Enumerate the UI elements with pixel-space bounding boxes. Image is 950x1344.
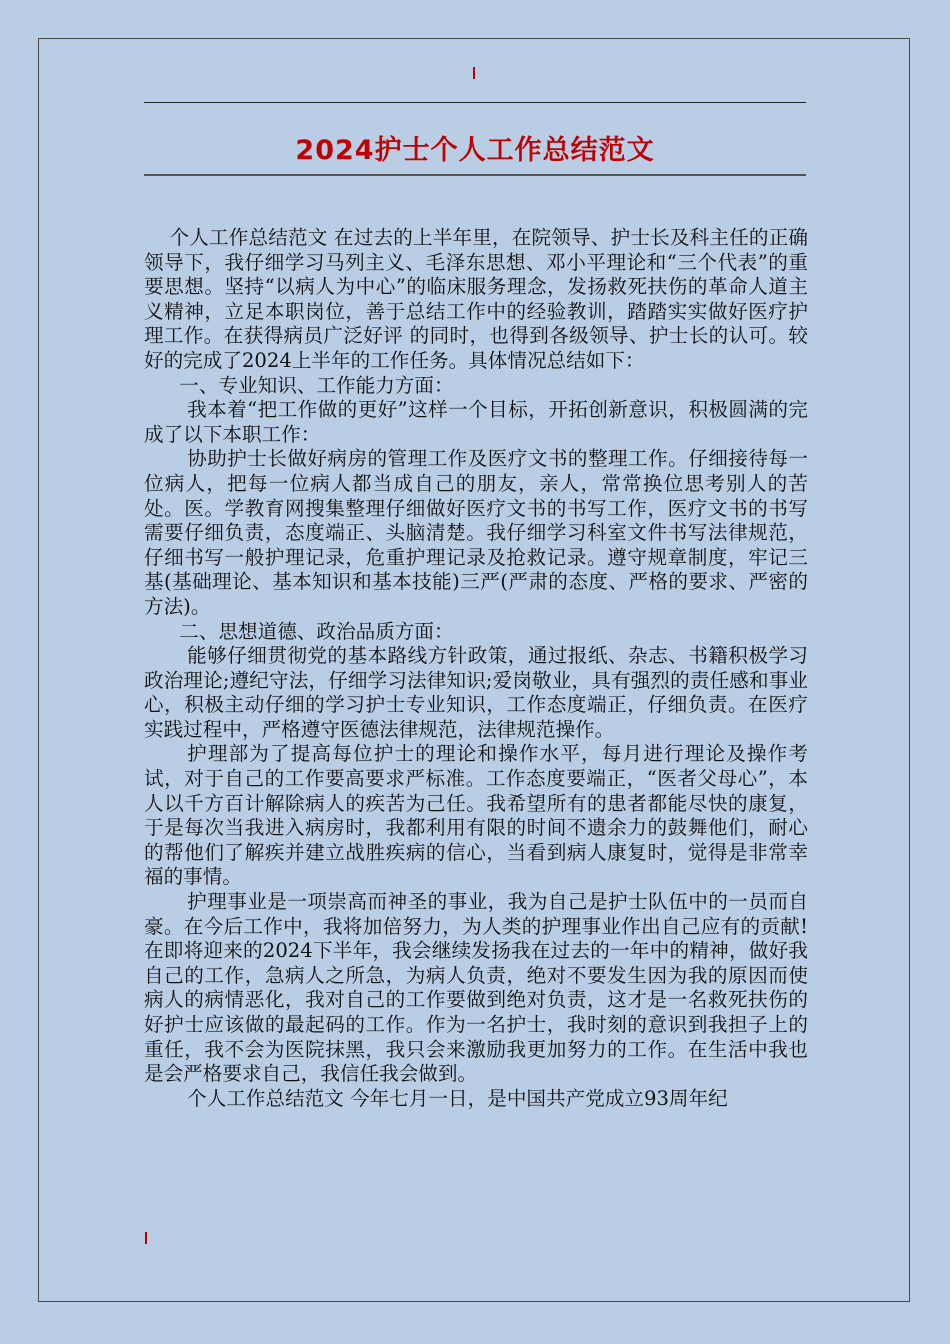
document-body [144, 226, 808, 1111]
paragraph: 我本着“把工作做的更好”这样一个目标，开拓创新意识，积极圆满的完成了以下本职工作： [144, 398, 808, 446]
paragraph: 能够仔细贯彻党的基本路线方针政策，通过报纸、杂志、书籍积极学习政治理论;遵纪守法，仔细学习法律知识;爱岗敬业，具有强烈的责任感和事业心，积极主动仔细的学习护士专业知识，工作态度端正，仔细负责。在医疗实践过程中，严格遵守医德法律规范，法律规范操作。 [144, 644, 808, 741]
section-heading-2: 二、思想道德、政治品质方面： [179, 619, 454, 643]
title-rule [144, 174, 806, 176]
section-heading-1: 一、专业知识、工作能力方面： [179, 373, 454, 397]
paragraph: 协助护士长做好病房的管理工作及医疗文书的整理工作。仔细接待每一位病人，把每一位病人都当成自己的朋友，亲人，常常换位思考别人的苦处。医。学教育网搜集整理仔细做好医疗文书的书写工作，医疗文书的书写需要仔细负责，态度端正、头脑清楚。我仔细学习科室文件书写法律规范，仔细书写一般护理记录，危重护理记录及抢救记录。遵守规章制度，牢记三基(基础理论、基本知识和基本技能)三严(严肃的态度、严格的要求、严密的方法)。 [144, 447, 808, 618]
footer-cursor-mark [145, 1232, 147, 1244]
paragraph: 护理事业是一项崇高而神圣的事业，我为自己是护士队伍中的一员而自豪。在今后工作中，我将加倍努力，为人类的护理事业作出自己应有的贡献! 在即将迎来的2024下半年，我会继续发扬我在过去的一年中的精神，做好我自己的工作，急病人之所急，为病人负责，绝对不要发生因为我的原因而使病人的病情恶化，我对自己的工作要做到绝对负责，这才是一名救死扶伤的好护士应该做的最起码的工作。作为一名护士，我时刻的意识到我担子上的重任，我不会为医院抹黑，我只会来激励我更加努力的工作。在生活中我也是会严格要求自己，我信任我会做到。 [144, 890, 808, 1086]
header-rule [144, 102, 806, 103]
paragraph-continued: 个人工作总结范文 今年七月一日，是中国共产党成立93周年纪 [187, 1086, 728, 1110]
paragraph: 护理部为了提高每位护士的理论和操作水平，每月进行理论及操作考试，对于自己的工作要高要求严标准。工作态度要端正，“医者父母心”，本人以千方百计解除病人的疾苦为己任。我希望所有的患者都能尽快的康复，于是每次当我进入病房时，我都利用有限的时间不遗余力的鼓舞他们，耐心的帮他们了解疾并建立战胜疾病的信心，当看到病人康复时，觉得是非常幸福的事情。 [144, 742, 808, 889]
header-cursor-mark [473, 67, 475, 79]
paragraph-intro: 个人工作总结范文 在过去的上半年里，在院领导、护士长及科主任的正确领导下，我仔细学习马列主义、毛泽东思想、邓小平理论和“三个代表”的重要思想。坚持“以病人为中心”的临床服务理念，发扬救死扶伤的革命人道主义精神，立足本职岗位，善于总结工作中的经验教训，踏踏实实做好医疗护理工作。在获得病员广泛好评 的同时，也得到各级领导、护士长的认可。较好的完成了2024上半年的工作任务。具体情况总结如下： [144, 226, 808, 372]
document-title: 2024护士个人工作总结范文 [295, 135, 655, 166]
